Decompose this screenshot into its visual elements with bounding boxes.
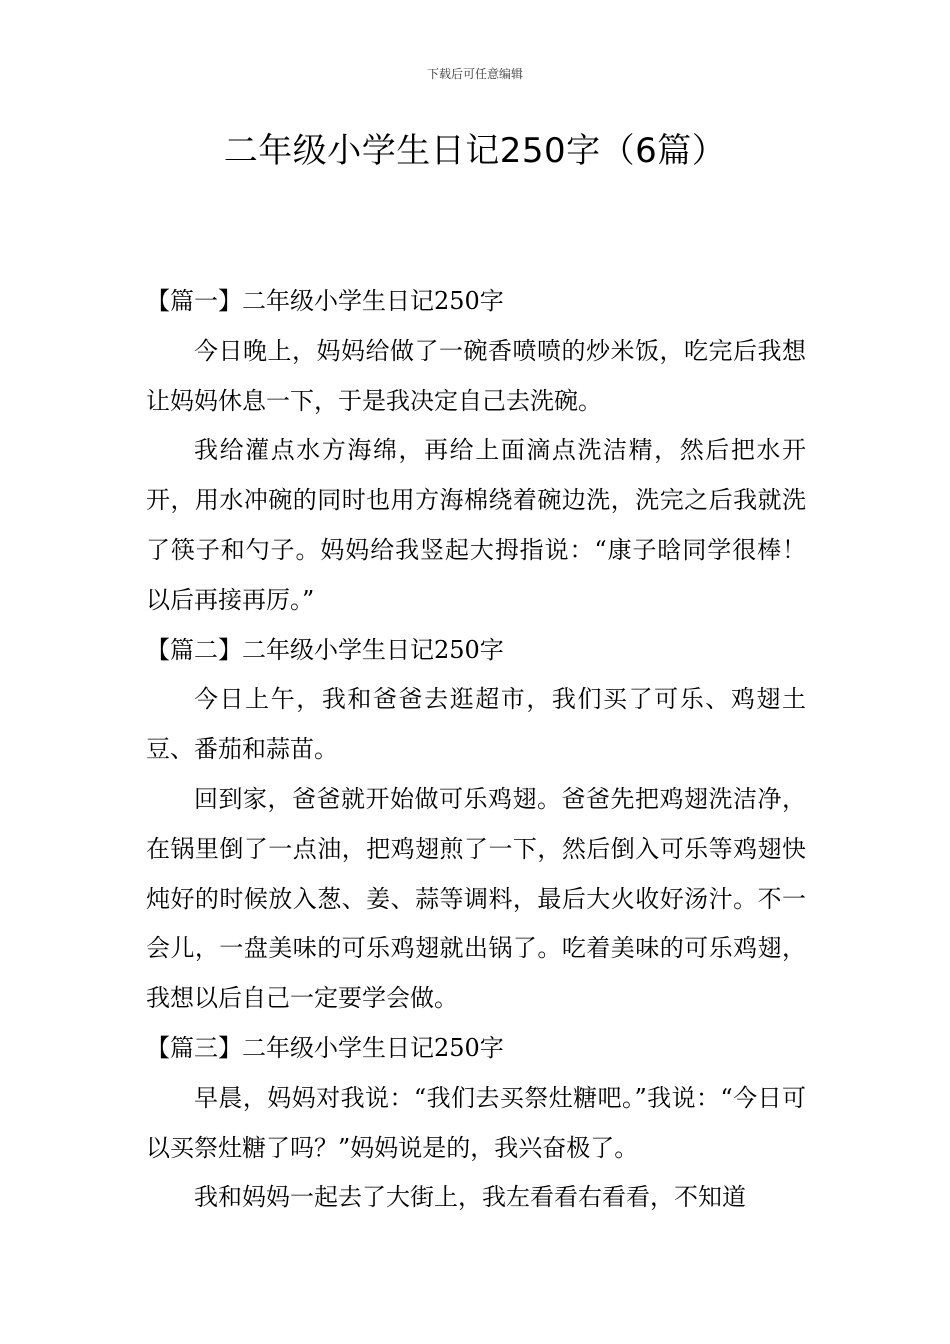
document-body — [146, 277, 806, 1223]
paragraph: 我和妈妈一起去了大街上，我左看看右看看，不知道 — [194, 1183, 746, 1212]
paragraph: 回到家，爸爸就开始做可乐鸡翅。爸爸先把鸡翅洗洁净，在锅里倒了一点油，把鸡翅煎了一下，然后倒入可乐等鸡翅快炖好的时候放入葱、姜、蒜等调料，最后大火收好汤汁。不一会儿，一盘美味的可乐鸡翅就出锅了。吃着美味的可乐鸡翅，我想以后自己一定要学会做。 — [146, 784, 806, 1013]
section-heading-1: 【篇一】二年级小学生日记250字 — [146, 287, 504, 315]
paragraph: 早晨，妈妈对我说：“我们去买祭灶糖吧。”我说：“今日可以买祭灶糖了吗？”妈妈说是的，我兴奋极了。 — [146, 1083, 806, 1162]
section-heading-2: 【篇二】二年级小学生日记250字 — [146, 635, 504, 664]
paragraph: 今日晚上，妈妈给做了一碗香喷喷的炒米饭，吃完后我想让妈妈休息一下，于是我决定自己去洗碗。 — [146, 336, 806, 415]
paragraph: 我给灌点水方海绵，再给上面滴点洗洁精，然后把水开开，用水冲碗的同时也用方海棉绕着碗边洗，洗完之后我就洗了筷子和勺子。妈妈给我竖起大拇指说：“康子晗同学很棒！以后再接再厉。” — [146, 436, 806, 614]
section-heading-3: 【篇三】二年级小学生日记250字 — [146, 1033, 504, 1062]
paragraph: 今日上午，我和爸爸去逛超市，我们买了可乐、鸡翅土豆、番茄和蒜苗。 — [146, 685, 806, 764]
header-note: 下载后可任意编辑 — [426, 67, 523, 81]
document-title: 二年级小学生日记250字（6篇） — [223, 131, 727, 171]
